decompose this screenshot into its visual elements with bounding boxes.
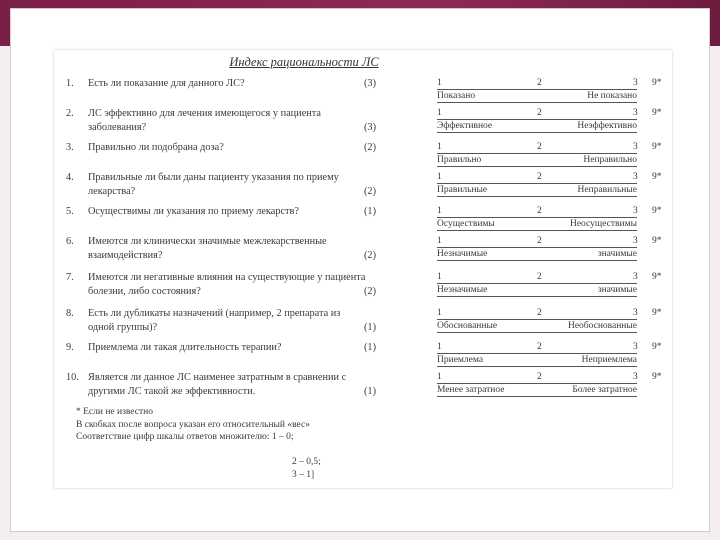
scale-line: [437, 153, 637, 154]
question-number: 6.: [66, 236, 74, 247]
question-number: 10.: [66, 372, 79, 383]
scale-number: 1: [437, 342, 442, 352]
answer-scale: [437, 236, 637, 266]
scale-left-label: Обоснованные: [437, 321, 498, 331]
question-number: 1.: [66, 78, 74, 89]
answer-scale: [437, 78, 637, 108]
footnotes: [76, 406, 310, 444]
question-text: ЛС эффективно для лечения имеющегося у пациента: [88, 108, 321, 119]
scale-number: 3: [633, 236, 638, 246]
scale-number: 3: [633, 142, 638, 152]
scale-right-label: Не показано: [587, 91, 637, 101]
scale-underline: [437, 230, 637, 231]
answer-scale: [437, 108, 637, 138]
scale-number: 2: [537, 372, 542, 382]
scale-line: [437, 217, 637, 218]
question-number: 2.: [66, 108, 74, 119]
question-weight: (3): [364, 122, 377, 133]
question-text-cont: лекарства?: [88, 186, 136, 197]
scoring-item: 3 – 1]: [292, 469, 315, 480]
scale-number: 1: [437, 372, 442, 382]
answer-scale: [437, 206, 637, 236]
scoring-list: [292, 456, 321, 481]
question-weight: (2): [364, 286, 377, 297]
scale-right-label: Неприемлема: [581, 355, 637, 365]
scale-line: [437, 319, 637, 320]
question-weight: (1): [364, 322, 377, 333]
question-weight: (2): [364, 142, 377, 153]
scoring-item: 2 – 0,5;: [292, 457, 321, 467]
scale-number: 3: [633, 308, 638, 318]
scale-right-label: значимые: [597, 285, 637, 295]
question-text: Осуществимы ли указания по приему лекарств?: [88, 206, 299, 217]
scale-left-label: Приемлема: [437, 355, 484, 365]
footnote: Соответствие цифр шкалы ответов множителю: 1 – 0;: [76, 432, 294, 443]
question-number: 7.: [66, 272, 74, 283]
document-scan: [54, 50, 672, 488]
question-number: 4.: [66, 172, 74, 183]
scale-left-label: Показано: [437, 91, 476, 101]
scale-right-label: Необоснованные: [567, 321, 637, 331]
scale-line: [437, 119, 637, 120]
question-text: Есть ли показание для данного ЛС?: [88, 78, 245, 89]
question-weight: (1): [364, 386, 377, 397]
scale-number: 1: [437, 142, 442, 152]
scale-underline: [437, 196, 637, 197]
question-text: Является ли данное ЛС наименее затратным в сравнении с: [88, 372, 347, 383]
scale-underline: [437, 132, 637, 133]
scale-number: 1: [437, 272, 442, 282]
scale-underline: [437, 366, 637, 367]
unknown-marker: 9*: [652, 308, 662, 318]
question-text: Есть ли дубликаты назначений (например, 2 препарата из: [88, 308, 341, 319]
footnote: В скобках после вопроса указан его относительный «вес»: [76, 419, 310, 430]
question-weight: (1): [364, 206, 377, 217]
scale-number: 1: [437, 78, 442, 88]
scale-number: 2: [537, 272, 542, 282]
scale-line: [437, 89, 637, 90]
scale-number: 3: [633, 206, 638, 216]
scale-underline: [437, 102, 637, 103]
unknown-marker: 9*: [652, 172, 662, 182]
scale-number: 3: [633, 372, 638, 382]
answer-scale: [437, 342, 637, 372]
scale-underline: [437, 260, 637, 261]
answer-scale: [437, 172, 637, 202]
question-text-cont: взаимодействия?: [88, 250, 163, 261]
scale-right-label: Неосуществимы: [569, 219, 637, 229]
unknown-marker: 9*: [652, 142, 662, 152]
scale-number: 2: [537, 342, 542, 352]
scale-line: [437, 283, 637, 284]
question-weight: (2): [364, 186, 377, 197]
scale-number: 2: [537, 308, 542, 318]
scale-left-label: Правильные: [437, 185, 488, 195]
question-text-cont: одной группы)?: [88, 322, 158, 333]
scale-underline: [437, 166, 637, 167]
question-text-cont: болезни, либо состояния?: [88, 286, 201, 297]
scale-right-label: Неправильные: [577, 185, 637, 195]
answer-scale: [437, 142, 637, 172]
scale-number: 1: [437, 172, 442, 182]
question-weight: (2): [364, 250, 377, 261]
scale-right-label: Неэффективно: [577, 121, 637, 131]
unknown-marker: 9*: [652, 342, 662, 352]
scale-left-label: Осуществимы: [437, 219, 495, 229]
question-text: Имеются ли клинически значимые межлекарственные: [88, 236, 327, 247]
scale-number: 1: [437, 236, 442, 246]
scale-line: [437, 383, 637, 384]
scale-number: 1: [437, 206, 442, 216]
unknown-marker: 9*: [652, 206, 662, 216]
answer-scale: [437, 308, 637, 338]
scale-line: [437, 353, 637, 354]
scale-left-label: Менее затратное: [437, 385, 505, 395]
question-text: Правильно ли подобрана доза?: [88, 142, 224, 153]
unknown-marker: 9*: [652, 372, 662, 382]
scale-number: 3: [633, 272, 638, 282]
scale-line: [437, 247, 637, 248]
scale-number: 2: [537, 142, 542, 152]
question-text: Правильные ли были даны пациенту указания по приему: [88, 172, 339, 183]
answer-scale: [437, 272, 637, 302]
scale-underline: [437, 332, 637, 333]
scale-number: 1: [437, 308, 442, 318]
document-heading: Индекс рациональности ЛС: [229, 55, 379, 69]
scale-line: [437, 183, 637, 184]
unknown-marker: 9*: [652, 236, 662, 246]
answer-scale: [437, 372, 637, 402]
scale-underline: [437, 396, 637, 397]
question-number: 8.: [66, 308, 74, 319]
unknown-marker: 9*: [652, 108, 662, 118]
scale-left-label: Правильно: [437, 155, 482, 165]
question-text: Приемлема ли такая длительность терапии?: [88, 342, 282, 353]
scale-number: 1: [437, 108, 442, 118]
scale-right-label: значимые: [597, 249, 637, 259]
scale-underline: [437, 296, 637, 297]
scale-number: 2: [537, 172, 542, 182]
question-text-cont: заболевания?: [88, 122, 147, 133]
question-text: Имеются ли негативные влияния на существующие у пациента: [88, 272, 366, 283]
question-text-cont: другими ЛС такой же эффективности.: [88, 386, 256, 397]
scale-number: 3: [633, 342, 638, 352]
question-number: 9.: [66, 342, 74, 353]
scale-number: 3: [633, 108, 638, 118]
question-weight: (3): [364, 78, 377, 89]
scale-number: 3: [633, 172, 638, 182]
question-weight: (1): [364, 342, 377, 353]
question-number: 3.: [66, 142, 74, 153]
scale-left-label: Незначимые: [437, 285, 488, 295]
scale-right-label: Более затратное: [572, 385, 637, 395]
scale-left-label: Незначимые: [437, 249, 488, 259]
scale-number: 2: [537, 108, 542, 118]
scale-number: 2: [537, 236, 542, 246]
unknown-marker: 9*: [652, 78, 662, 88]
scale-right-label: Неправильно: [583, 155, 637, 165]
question-number: 5.: [66, 206, 74, 217]
unknown-marker: 9*: [652, 272, 662, 282]
footnote: * Если не известно: [76, 407, 153, 417]
scale-number: 2: [537, 206, 542, 216]
scale-left-label: Эффективное: [437, 121, 493, 131]
scale-number: 2: [537, 78, 542, 88]
scale-number: 3: [633, 78, 638, 88]
